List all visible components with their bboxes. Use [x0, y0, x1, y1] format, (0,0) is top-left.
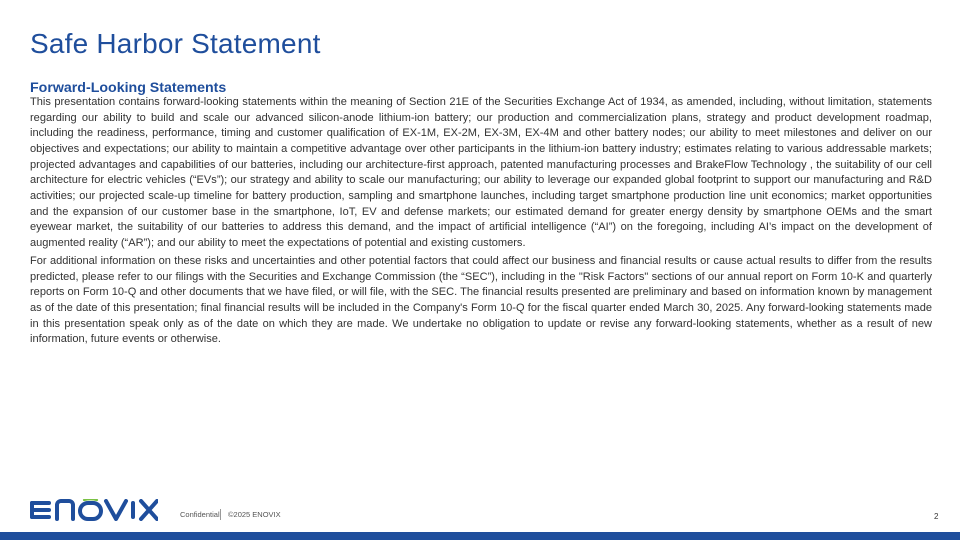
bottom-accent-bar — [0, 532, 960, 540]
footer-divider — [220, 509, 221, 520]
copyright-notice: ©2025 ENOVIX — [228, 510, 281, 519]
enovix-logo — [30, 499, 158, 521]
confidential-label: Confidential — [180, 510, 220, 519]
footer — [30, 499, 940, 521]
slide-title: Safe Harbor Statement — [30, 28, 321, 59]
paragraph-additional-information: For additional information on these risks and uncertainties and other potential factors that could affect our business and financial results or cause actual results to differ from the results predicted, please refer to our filings with the Securities and Exchange Commission (the “SEC”), including in the "Risk Factors" sections of our annual report on Form 10-K and quarterly reports on Form 10-Q and other documents that we have filed, or will file, with the SEC. The financial results presented are preliminary and based on information known by management as of the date of this presentation; final financial results will be included in the Company's Form 10-Q for the fiscal quarter ended March 30, 2025. Any forward-looking statements made in this presentation speak only as of the date on which they are made. We undertake no obligation to update or revise any forward-looking statements, whether as a result of new information, future events or otherwise. — [30, 255, 932, 346]
section-heading: Forward-Looking Statements — [30, 80, 227, 96]
paragraph-forward-looking: This presentation contains forward-looking statements within the meaning of Section 21E of the Securities Exchange Act of 1934, as amended, including, without limitation, statements regarding our ability to build and scale our advanced silicon-anode lithium-ion battery; our production and commercialization plans, strategy and product development roadmap, including the readiness, performance, timing and customer qualification of EX-1M, EX-2M, EX-3M, EX-4M and other battery nodes; our ability to meet milestones and deliver on our objectives and expectations; our ability to maintain a competitive advantage over other participants in the lithium-ion battery industry; estimates relating to various addressable markets; projected advantages and capabilities of our batteries, including our architecture-first approach, patented manufacturing processes and BrakeFlow Technology , the suitability of our cell architecture for electric vehicles (“EVs”); our strategy and ability to scale our manufacturing; our ability to leverage our expanded global footprint to support our manufacturing and R&D activities; our projected scale-up timeline for battery production, sampling and smartphone launches, including target smartphone production line unit economics; market opportunities and the expansion of our customer base in the smartphone, IoT, EV and defense markets; our estimated demand for greater energy density by smartphone OEMs and the smart eyewear market, the suitability of our batteries to address this demand, and the impact of artificial intelligence (“AI”) on the foregoing, including AI’s impact on the development of augmented reality (“AR”); and our ability to meet the expectations of potential and existing customers. — [30, 96, 932, 249]
page-number: 2 — [934, 512, 939, 521]
